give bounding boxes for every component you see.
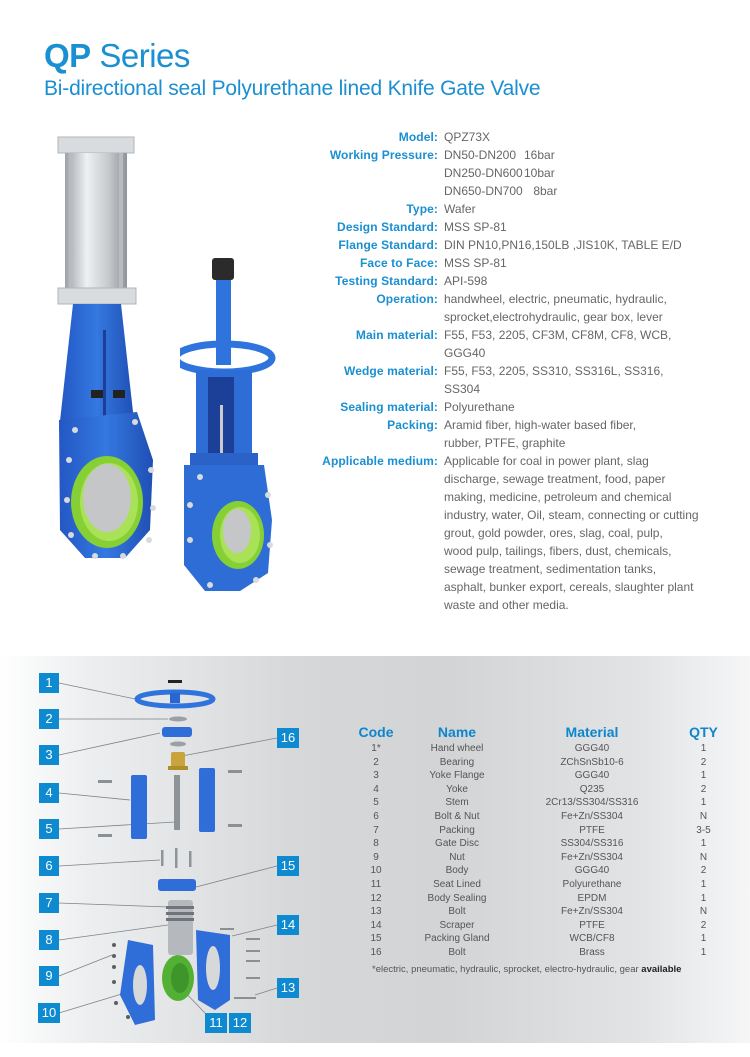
cell-name: Packing [439,824,475,836]
cell-name: Stem [445,797,469,809]
table-row [345,783,730,797]
spec-wedge-material: Wedge material: F55, F53, 2205, SS310, SS316L, SS316, SS304 [344,364,664,396]
cell-qty: N [699,906,708,918]
cell-name: Bolt & Nut [434,810,480,822]
cell-qty: 1 [700,797,707,809]
cell-qty: 1 [700,946,707,958]
cell-name: Nut [449,851,465,863]
cell-material: PTFE [579,824,605,836]
cell-code: 3 [373,770,379,782]
spec-operation: Operation: handwheel, electric, pneumatic, hydraulic, sprocket,electrohydraulic, gear box, lever [376,292,667,324]
table-row [345,919,730,933]
spec-packing: Packing: Aramid fiber, high-water based fiber, rubber, PTFE, graphite [387,418,637,450]
table-row [345,932,730,946]
cell-material: Fe+Zn/SS304 [561,851,623,863]
cell-material: GGG40 [574,743,610,754]
spec-type: Type: Wafer [406,202,476,216]
callout-9: 9 [39,966,59,986]
parts-table-header: Code Name Material QTY [358,724,718,740]
cell-code: 8 [373,838,379,850]
callout-13: 13 [277,978,299,998]
cell-material: PTFE [579,919,605,931]
title-series-code: QP [44,37,91,74]
table-row [345,824,730,838]
cell-qty: N [699,810,708,822]
cell-name: Bolt [448,946,466,958]
cell-qty: 2 [700,865,707,877]
cell-qty: 1 [700,892,707,904]
cell-name: Yoke Flange [429,770,485,782]
callout-7: 7 [39,893,59,913]
parts-table-body [345,742,730,960]
callout-12: 12 [229,1013,251,1033]
table-row [345,837,730,851]
cell-qty: 1 [700,838,707,850]
cell-name: Body [445,865,469,877]
callout-11: 11 [205,1013,227,1033]
cell-material: Q235 [579,783,605,795]
cell-qty: N [699,851,708,863]
cell-material: GGG40 [574,865,610,877]
cell-code: 11 [370,878,382,890]
cell-material: Fe+Zn/SS304 [561,810,623,822]
spec-main-material: Main material: F55, F53, 2205, CF3M, CF8M, CF8, WCB, GGG40 [355,328,672,360]
cell-code: 9 [373,851,379,863]
callout-1: 1 [39,673,59,693]
callout-8: 8 [39,930,59,950]
cell-qty: 3-5 [696,824,711,836]
table-row [345,742,730,756]
table-row [345,905,730,919]
spec-sealing-material: Sealing material: Polyurethane [340,400,515,414]
spec-flange-standard: Flange Standard: DIN PN10,PN16,150LB ,JIS10K, TABLE E/D [338,238,682,252]
cell-qty: 2 [700,783,707,795]
callout-15: 15 [277,856,299,876]
cell-qty: 1 [700,770,707,782]
table-row [345,756,730,770]
callout-5: 5 [39,819,59,839]
cell-qty: 2 [700,919,707,931]
cell-name: Bolt [448,906,466,918]
cell-name: Bearing [439,756,475,768]
cell-material: Fe+Zn/SS304 [561,906,623,918]
spec-design-standard: Design Standard: MSS SP-81 [337,220,507,234]
cell-qty: 1 [700,933,707,945]
cell-qty: 1 [700,743,707,754]
callout-14: 14 [277,915,299,935]
cell-material: SS304/SS316 [560,838,624,850]
cell-material: 2Cr13/SS304/SS316 [545,797,639,809]
spec-testing-standard: Testing Standard: API-598 [335,274,488,288]
cell-name: Body Sealing [427,892,487,904]
cell-qty: 1 [700,878,707,890]
cell-name: Packing Gland [424,933,490,945]
cell-code: 16 [370,946,382,958]
cell-code: 1* [371,743,381,754]
cell-code: 12 [370,892,382,904]
cell-code: 15 [370,933,382,945]
cell-code: 10 [370,865,382,877]
cell-qty: 2 [700,756,707,768]
table-row [345,864,730,878]
cell-name: Hand wheel [430,743,484,754]
cell-name: Seat Lined [433,878,481,890]
cell-code: 6 [373,810,379,822]
parts-table [345,722,730,975]
cell-code: 14 [370,919,382,931]
parts-footnote: *electric, pneumatic, hydraulic, sprocket, electro-hydraulic, gear available [372,963,682,975]
cell-name: Yoke [446,783,468,795]
cell-code: 5 [373,797,379,809]
cell-code: 4 [373,783,379,795]
callout-4: 4 [39,783,59,803]
table-row [345,892,730,906]
callout-2: 2 [39,709,59,729]
cell-name: Gate Disc [435,838,479,850]
cell-material: WCB/CF8 [569,933,615,945]
table-row [345,769,730,783]
cell-material: EPDM [577,892,607,904]
callout-3: 3 [39,745,59,765]
spec-applicable-medium: Applicable medium: Applicable for coal in power plant, slag discharge, sewage treatment, food, paper making, medicine, petroleum and chemical industry, water, Oil, steam, connecting or cutting grout, gold powder, ores, slag, coal, pulp, wood pulp, tailings, fibers, dust, chemicals, sewage treatment, sedimentation tanks, asphalt, bunker export, cereals, slaughter plant waste and other media. [322,454,699,612]
cell-material: Brass [579,946,605,958]
cell-name: Scraper [439,919,475,931]
table-row [345,878,730,892]
callout-6: 6 [39,856,59,876]
table-row [345,796,730,810]
table-row [345,946,730,960]
cell-code: 7 [373,824,379,836]
spec-model: Model: QPZ73X [398,130,491,144]
page-subtitle: Bi-directional seal Polyurethane lined Knife Gate Valve [44,77,541,100]
title-series-word: Series [90,37,190,74]
callout-16: 16 [277,728,299,748]
cell-code: 2 [373,756,379,768]
table-row [345,851,730,865]
spec-face-to-face: Face to Face: MSS SP-81 [360,256,507,270]
cell-material: ZChSnSb10-6 [560,756,624,768]
cell-code: 13 [370,906,382,918]
callout-10: 10 [38,1003,60,1023]
cell-material: GGG40 [574,770,610,782]
cell-material: Polyurethane [562,878,622,890]
table-row [345,810,730,824]
spec-working-pressure: Working Pressure: DN50-DN200 16bar DN250-DN60010bar DN650-DN700 8bar [329,148,558,198]
